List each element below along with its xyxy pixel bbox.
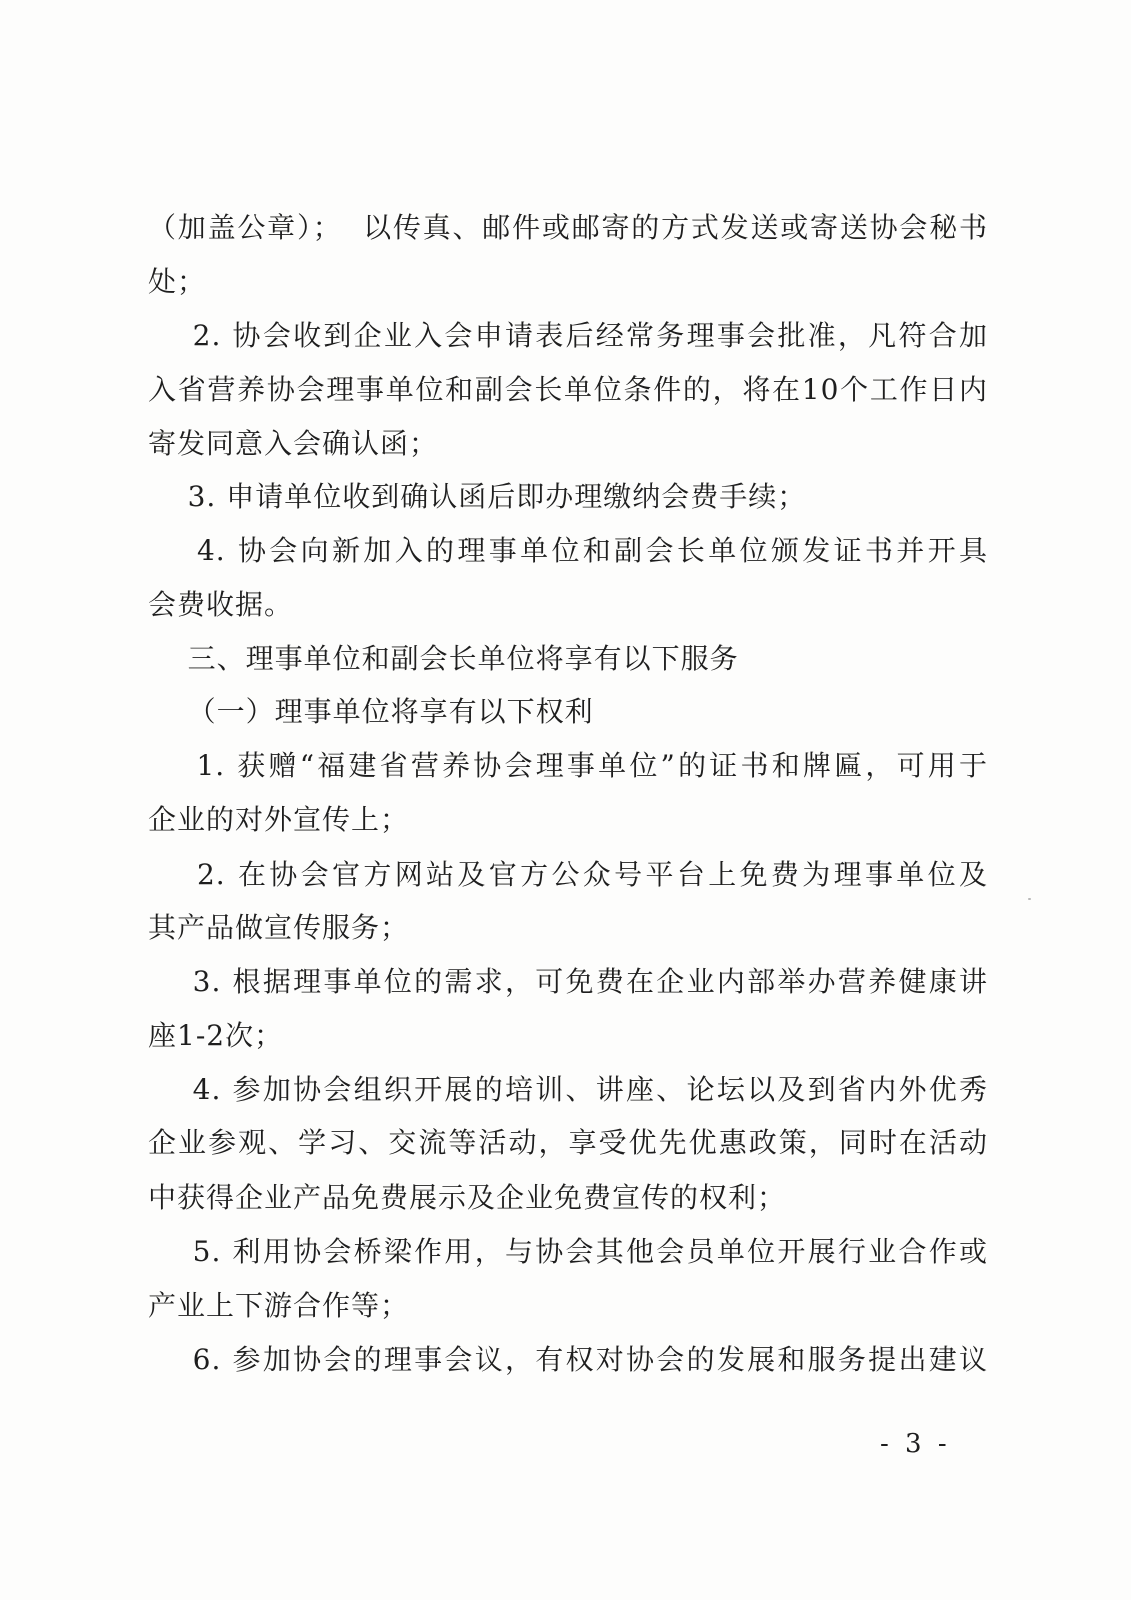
text-line-16: 座1-2次； [148,1019,284,1052]
text-line-19: 中获得企业产品免费展示及企业免费宣传的权利； [148,1181,787,1214]
text-line-11: 1. 获赠“福建省营养协会理事单位”的证书和牌匾，可用于 [148,749,988,782]
text-line-2: 处； [148,265,207,298]
scan-speck [1028,898,1031,900]
text-line-15: 3. 根据理事单位的需求，可免费在企业内部举办营养健康讲 [148,965,988,998]
text-line-17: 4. 参加协会组织开展的培训、讲座、论坛以及到省内外优秀 [148,1073,988,1106]
text-line-18: 企业参观、学习、交流等活动，享受优先优惠政策，同时在活动 [148,1126,988,1159]
section-heading: 三、理事单位和副会长单位将享有以下服务 [148,642,739,675]
text-line-5: 寄发同意入会确认函； [148,427,439,460]
text-line-6: 3. 申请单位收到确认函后即办理缴纳会费手续； [148,480,807,513]
text-line-4: 入省营养协会理事单位和副会长单位条件的，将在10个工作日内 [148,373,988,406]
text-line-7: 4. 协会向新加入的理事单位和副会长单位颁发证书并开具 [148,534,988,567]
text-line-12: 企业的对外宣传上； [148,803,410,836]
text-line-22: 6. 参加协会的理事会议，有权对协会的发展和服务提出建议 [148,1343,988,1376]
text-line-21: 产业上下游合作等； [148,1289,410,1322]
text-line-1: （加盖公章）； 以传真、邮件或邮寄的方式发送或寄送协会秘书 [148,211,988,244]
text-line-13: 2. 在协会官方网站及官方公众号平台上免费为理事单位及 [148,858,988,891]
text-line-3: 2. 协会收到企业入会申请表后经常务理事会批准，凡符合加 [148,319,988,352]
text-line-20: 5. 利用协会桥梁作用，与协会其他会员单位开展行业合作或 [148,1235,988,1268]
text-line-8: 会费收据。 [148,588,294,621]
subsection-heading: （一）理事单位将享有以下权利 [148,695,594,728]
text-line-14: 其产品做宣传服务； [148,911,410,944]
page-number: - 3 - [880,1429,951,1459]
